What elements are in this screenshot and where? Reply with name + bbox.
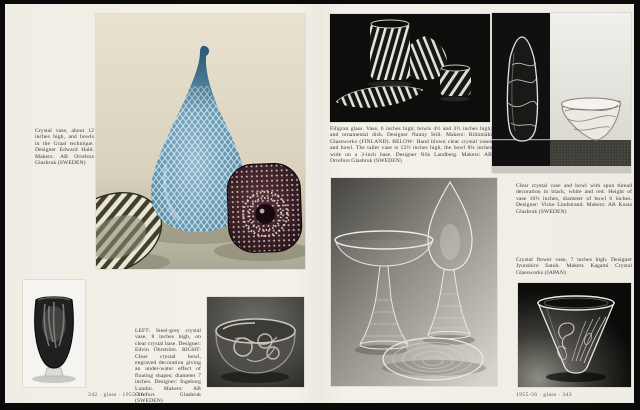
steel-grey-vase-illustration bbox=[23, 280, 85, 387]
caption-kagami: Crystal flower vase, 7 inches high. Designer Jyunshiro Satoh. Makers Kagami Crystal Glassworks (JAPAN) bbox=[516, 257, 632, 276]
filigran-glass-illustration bbox=[330, 14, 490, 122]
photo-landberg-group bbox=[331, 178, 497, 386]
photo-filigran-group bbox=[330, 14, 490, 122]
caption-steel-grey: LEFT: Steel-grey crystal vase, 8 inches high, on clear crystal base. Designer: Edvin Öhrström. RIGHT: Clear crystal bowl, engraved decoration giving an under-water effect of floating shapes; diameter 7 inches. Designer: Ingeborg Lundin. Makers: AB Orrefors Glasbruk (SWEDEN) bbox=[135, 328, 201, 405]
kosta-thread-glass-illustration bbox=[492, 13, 631, 173]
photo-steel-grey-vase bbox=[23, 280, 85, 387]
engraved-bowl-illustration bbox=[207, 297, 304, 387]
photo-graal-group-image bbox=[96, 14, 305, 269]
graal-vases-illustration bbox=[96, 14, 305, 269]
caption-graal: Crystal vase, about 12 inches high, and bowls in the Graal technique. Designer Edward Hald. Makers: AB Orrefors Glasbruk (SWEDEN) bbox=[35, 128, 94, 167]
folio-right: 1955-56 · glass · 343 bbox=[516, 392, 572, 398]
caption-kosta: Clear crystal vase and bowl with spun thread decoration in black, white and red. Height of vase 10½ inches, diameter of bowl 6 inches. Designer: Vicke Lindstrand. Makers: AB Kosta Glasbruk (SWEDEN) bbox=[516, 183, 632, 215]
kagami-vase-illustration bbox=[518, 283, 631, 387]
photo-kagami-vase bbox=[518, 283, 631, 387]
photo-engraved-bowl bbox=[207, 297, 304, 387]
crystal-stemware-illustration bbox=[331, 178, 497, 386]
photo-kosta-pair bbox=[492, 13, 631, 173]
folio-left: 342 · glass · 1955-56 bbox=[88, 392, 144, 398]
caption-filigran: Filigran glass. Vase, 6 inches high; bowls 4½ and 3½ inches high; and ornamental dish. Designer Nanny Still. Makers: Riihimäki Glassworks (FINLAND). BELOW: Hand blown clear crystal vases and bowl. The taller vase is 12½ inches high, the bowl 8¼ inches wide on a 3-inch base. Designer Nils Landberg. Makers: AB Orrefors Glasbruk (SWEDEN) bbox=[330, 126, 492, 165]
